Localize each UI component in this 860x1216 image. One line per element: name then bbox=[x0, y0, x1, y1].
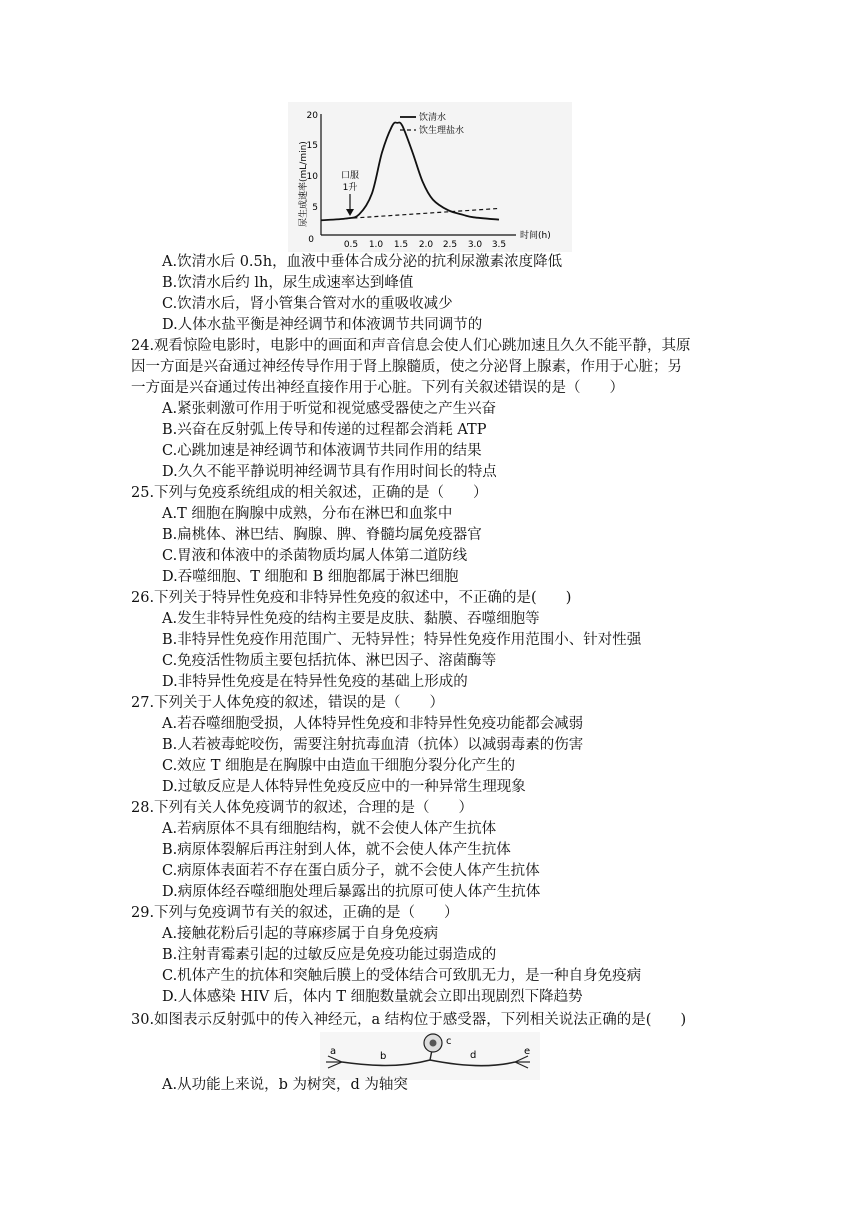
urine-rate-chart bbox=[288, 102, 572, 252]
q29-option-a: A.接触花粉后引起的荨麻疹属于自身免疫病 bbox=[162, 926, 439, 942]
q28-option-d: D.病原体经吞噬细胞处理后暴露出的抗原可使人体产生抗体 bbox=[162, 884, 541, 900]
annotation-one-liter: 1升 bbox=[342, 183, 358, 193]
x-axis-label: 时间(h) bbox=[520, 231, 551, 241]
y-tick-label: 10 bbox=[306, 172, 318, 182]
label-b: b bbox=[380, 1051, 387, 1062]
q23-option-b: B.饮清水后约 lh，尿生成速率达到峰值 bbox=[162, 275, 414, 291]
x-tick-label: 2.0 bbox=[418, 240, 434, 250]
q25-option-a: A.T 细胞在胸腺中成熟，分布在淋巴和血浆中 bbox=[162, 506, 453, 522]
q30-stem: 30.如图表示反射弧中的传入神经元，a 结构位于感受器，下列相关说法正确的是( ) bbox=[131, 1012, 687, 1028]
terminal-endings-icon bbox=[515, 1056, 530, 1068]
q26-option-b: B.非特异性免疫作用范围广、无特异性；特异性免疫作用范围小、针对性强 bbox=[162, 632, 642, 648]
q25-stem: 25.下列与免疫系统组成的相关叙述，正确的是（ ） bbox=[131, 485, 488, 501]
q23-option-d: D.人体水盐平衡是神经调节和体液调节共同调节的 bbox=[162, 317, 483, 333]
legend-label-clear-water: 饮清水 bbox=[419, 113, 447, 123]
q27-option-c: C.效应 T 细胞是在胸腺中由造血干细胞分裂分化产生的 bbox=[162, 758, 516, 774]
x-tick-label: 0.5 bbox=[343, 240, 359, 250]
x-tick-label: 1.5 bbox=[393, 240, 409, 250]
urine-rate-figure bbox=[288, 102, 572, 252]
label-a: a bbox=[330, 1046, 337, 1057]
annotation-oral: 口服 bbox=[340, 171, 360, 181]
q28-option-b: B.病原体裂解后再注射到人体，就不会使人体产生抗体 bbox=[162, 842, 511, 858]
q24-stem-line-1: 24.观看惊险电影时，电影中的画面和声音信息会使人们心跳加速且久久不能平静，其原 bbox=[131, 338, 691, 354]
q24-option-c: C.心跳加速是神经调节和体液调节共同作用的结果 bbox=[162, 443, 482, 459]
q24-option-a: A.紧张刺激可作用于听觉和视觉感受器使之产生兴奋 bbox=[162, 401, 497, 417]
y-axis-label: 尿生成速率(mL/min) bbox=[299, 141, 309, 227]
q26-stem: 26.下列关于特异性免疫和非特异性免疫的叙述中，不正确的是( ) bbox=[131, 590, 572, 606]
q28-option-c: C.病原体表面若不存在蛋白质分子，就不会使人体产生抗体 bbox=[162, 863, 540, 879]
y-tick-label: 20 bbox=[306, 111, 318, 121]
legend-label-saline: 饮生理盐水 bbox=[419, 126, 465, 136]
q27-option-d: D.过敏反应是人体特异性免疫反应中的一种异常生理现象 bbox=[162, 779, 526, 795]
dendrite-endings-icon bbox=[326, 1056, 342, 1068]
afferent-neuron-figure bbox=[320, 1032, 540, 1080]
x-tick-label: 3.0 bbox=[467, 240, 483, 250]
x-tick-label: 3.5 bbox=[491, 240, 507, 250]
q24-stem-line-2: 因一方面是兴奋通过神经传导作用于肾上腺髓质，使之分泌肾上腺素，作用于心脏；另 bbox=[131, 359, 682, 375]
label-c: c bbox=[446, 1036, 452, 1047]
q27-option-b: B.人若被毒蛇咬伤，需要注射抗毒血清（抗体）以减弱毒素的伤害 bbox=[162, 737, 584, 753]
q26-option-c: C.免疫活性物质主要包括抗体、淋巴因子、溶菌酶等 bbox=[162, 653, 497, 669]
legend bbox=[400, 111, 464, 136]
q26-option-a: A.发生非特异性免疫的结构主要是皮肤、黏膜、吞噬细胞等 bbox=[162, 611, 540, 627]
q29-option-b: B.注射青霉素引起的过敏反应是免疫功能过弱造成的 bbox=[162, 947, 497, 963]
q29-stem: 29.下列与免疫调节有关的叙述，正确的是（ ） bbox=[131, 905, 459, 921]
arrow-icon bbox=[346, 194, 354, 216]
q28-stem: 28.下列有关人体免疫调节的叙述，合理的是（ ） bbox=[131, 800, 474, 816]
q25-option-b: B.扁桃体、淋巴结、胸腺、脾、脊髓均属免疫器官 bbox=[162, 527, 482, 543]
label-d: d bbox=[470, 1050, 477, 1061]
q23-option-a: A.饮清水后 0.5h，血液中垂体合成分泌的抗利尿激素浓度降低 bbox=[162, 254, 563, 270]
q24-stem-line-3: 一方面是兴奋通过传出神经直接作用于心脏。下列有关叙述错误的是（ ） bbox=[131, 380, 624, 396]
q24-option-b: B.兴奋在反射弧上传导和传递的过程都会消耗 ATP bbox=[162, 422, 487, 438]
q29-option-c: C.机体产生的抗体和突触后膜上的受体结合可致肌无力，是一种自身免疫病 bbox=[162, 968, 642, 984]
label-e: e bbox=[524, 1046, 531, 1057]
nucleus-icon bbox=[430, 1040, 437, 1047]
q25-option-d: D.吞噬细胞、T 细胞和 B 细胞都属于淋巴细胞 bbox=[162, 569, 459, 585]
y-tick-label: 5 bbox=[312, 203, 318, 213]
q27-stem: 27.下列关于人体免疫的叙述，错误的是（ ） bbox=[131, 695, 445, 711]
neuron-diagram bbox=[320, 1032, 540, 1080]
x-tick-label: 1.0 bbox=[368, 240, 384, 250]
q29-option-d: D.人体感染 HIV 后，体内 T 细胞数量就会立即出现剧烈下降趋势 bbox=[162, 989, 583, 1005]
x-tick-label: 2.5 bbox=[442, 240, 458, 250]
q27-option-a: A.若吞噬细胞受损，人体特异性免疫和非特异性免疫功能都会减弱 bbox=[162, 716, 584, 732]
y-tick-label: 15 bbox=[306, 141, 318, 151]
q28-option-a: A.若病原体不具有细胞结构，就不会使人体产生抗体 bbox=[162, 821, 497, 837]
q30-option-a: A.从功能上来说，b 为树突，d 为轴突 bbox=[162, 1077, 408, 1093]
q25-option-c: C.胃液和体液中的杀菌物质均属人体第二道防线 bbox=[162, 548, 468, 564]
q23-option-c: C.饮清水后，肾小管集合管对水的重吸收减少 bbox=[162, 296, 453, 312]
q24-option-d: D.久久不能平静说明神经调节具有作用时间长的特点 bbox=[162, 464, 497, 480]
q26-option-d: D.非特异性免疫是在特异性免疫的基础上形成的 bbox=[162, 674, 468, 690]
y-tick-label: 0 bbox=[308, 235, 314, 245]
